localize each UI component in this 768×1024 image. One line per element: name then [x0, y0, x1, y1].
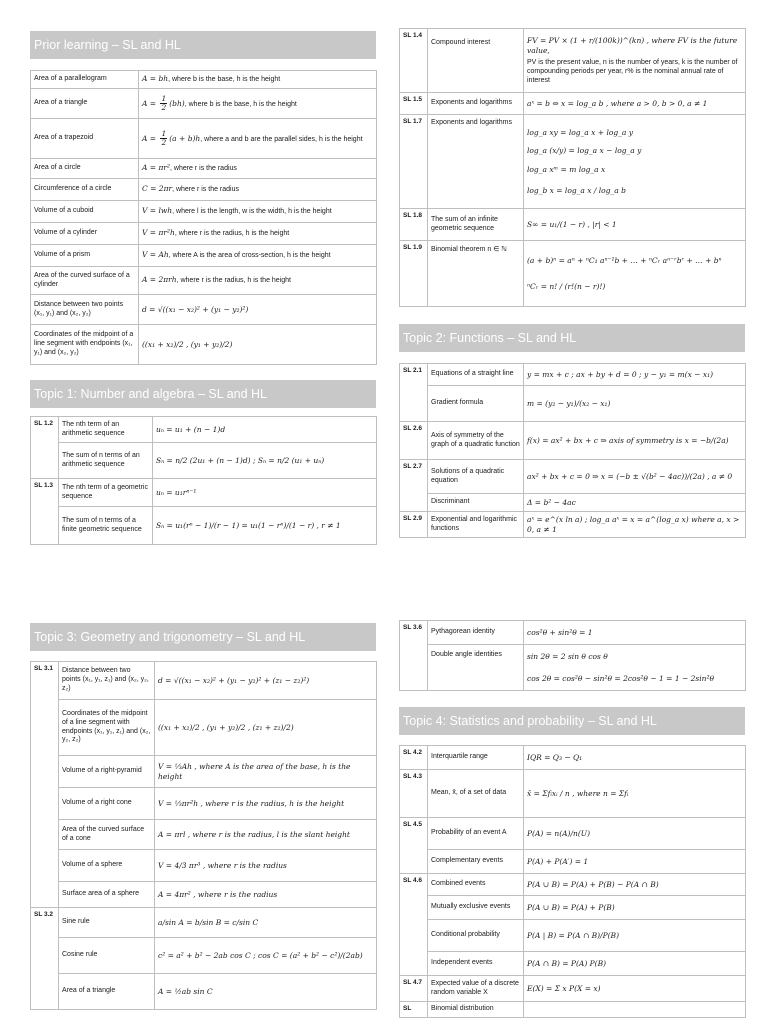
formula-name: Area of a trapezoid — [31, 119, 139, 159]
formula: P(A ∩ B) = P(A) P(B) — [524, 952, 746, 976]
formula: y = mx + c ; ax + by + d = 0 ; y − y₁ = m(x − x₁) — [524, 364, 746, 386]
topic1-table-part2 — [399, 28, 746, 307]
formula-name: Combined events — [428, 874, 524, 896]
syllabus-code: SL 1.4 — [400, 29, 428, 93]
formula-name: Area of a circle — [31, 159, 139, 179]
formula: ((x₁ + x₂)/2 , (y₁ + y₂)/2) — [139, 325, 377, 365]
formula: V = ⅓Ah , where A is the area of the base, h is the height — [155, 756, 377, 788]
formula: A = πrl , where r is the radius, l is the slant height — [155, 820, 377, 850]
syllabus-code: SL 3.2 — [31, 908, 59, 1010]
formula-name: Solutions of a quadratic equation — [428, 460, 524, 494]
topic2-table — [399, 363, 746, 538]
formula — [524, 241, 746, 307]
formula-name: The nth term of a geometric sequence — [59, 479, 153, 507]
formula: V = 4/3 πr³ , where r is the radius — [155, 850, 377, 882]
formula: Sₙ = u₁(rⁿ − 1)/(r − 1) = u₁(1 − rⁿ)/(1 − r) , r ≠ 1 — [153, 507, 377, 545]
formula: V = Ah, where A is the area of cross-section, h is the height — [139, 245, 377, 267]
formula-name: Discriminant — [428, 494, 524, 512]
formula: A = bh, where b is the base, h is the height — [139, 71, 377, 89]
binomial-expansion: (a + b)ⁿ = aⁿ + ⁿC₁ aⁿ⁻¹b + … + ⁿCᵣ aⁿ⁻ʳbʳ + … + bⁿ — [527, 256, 722, 266]
formula-name: Area of the curved surface of a cylinder — [31, 267, 139, 295]
syllabus-code: SL 4.5 — [400, 818, 428, 874]
syllabus-code: SL — [400, 1002, 428, 1018]
formula: ax² + bx + c = 0 ⇒ x = (−b ± √(b² − 4ac))/(2a) , a ≠ 0 — [524, 460, 746, 494]
formula-name: Probability of an event A — [428, 818, 524, 850]
binomial-coefficient: ⁿCᵣ = n! / (r!(n − r)!) — [527, 281, 606, 291]
formula: V = πr²h, where r is the radius, h is the height — [139, 223, 377, 245]
formula-name: Area of the curved surface of a cone — [59, 820, 155, 850]
formula-name: Exponents and logarithms — [428, 115, 524, 209]
formula: S∞ = u₁/(1 − r) , |r| < 1 — [524, 209, 746, 241]
formula-name: The sum of an infinite geometric sequence — [428, 209, 524, 241]
formula-name: Volume of a right-pyramid — [59, 756, 155, 788]
formula-name: Volume of a cuboid — [31, 201, 139, 223]
formula: P(A) = n(A)/n(U) — [524, 818, 746, 850]
syllabus-code: SL 2.9 — [400, 512, 428, 538]
log-identity: log_a xy = log_a x + log_a y — [527, 127, 633, 137]
formula-name: Surface area of a sphere — [59, 882, 155, 908]
formula: d = √((x₁ − x₂)² + (y₁ − y₂)²) — [139, 295, 377, 325]
formula-name: Binomial distribution — [428, 1002, 524, 1018]
syllabus-code: SL 1.5 — [400, 93, 428, 115]
formula: FV = PV × (1 + r/(100k))^(kn) , where FV is the future value, PV is the present value, n is the number of years, k is the number of compounding periods per year, r% is the nominal annual rate of interest — [524, 29, 746, 93]
syllabus-code: SL 4.7 — [400, 976, 428, 1002]
formula-name: Distance between two points (x₁, y₁) and (x₂, y₂) — [31, 295, 139, 325]
formula-name: Axis of symmetry of the graph of a quadratic function — [428, 422, 524, 460]
formula: P(A ∪ B) = P(A) + P(B) − P(A ∩ B) — [524, 874, 746, 896]
formula-name: Complementary events — [428, 850, 524, 874]
topic4-banner: Topic 4: Statistics and probability – SL and HL — [399, 707, 745, 735]
syllabus-code: SL 3.1 — [31, 662, 59, 908]
log-identity: log_a xᵐ = m log_a x — [527, 164, 606, 174]
formula-name: Pythagorean identity — [428, 621, 524, 645]
formula: IQR = Q₃ − Q₁ — [524, 746, 746, 770]
formula-name: Area of a triangle — [59, 974, 155, 1010]
formula: A = 2πrh, where r is the radius, h is the height — [139, 267, 377, 295]
formula: C = 2πr, where r is the radius — [139, 179, 377, 201]
formula-name: Coordinates of the midpoint of a line segment with endpoints (x₁, y₁, z₁) and (x₂, y₂, z₂) — [59, 700, 155, 756]
syllabus-code: SL 1.3 — [31, 479, 59, 545]
formula: f(x) = ax² + bx + c ⇒ axis of symmetry is x = −b/(2a) — [524, 422, 746, 460]
syllabus-code: SL 4.6 — [400, 874, 428, 976]
syllabus-code: SL 1.2 — [31, 417, 59, 479]
double-angle-sin: sin 2θ = 2 sin θ cos θ — [527, 652, 608, 662]
topic2-banner: Topic 2: Functions – SL and HL — [399, 324, 745, 352]
formula: ((x₁ + x₂)/2 , (y₁ + y₂)/2 , (z₁ + z₂)/2) — [155, 700, 377, 756]
formula-name: Binomial theorem n ∈ ℕ — [428, 241, 524, 307]
formula-name: The nth term of an arithmetic sequence — [59, 417, 153, 443]
prior-learning-banner: Prior learning – SL and HL — [30, 31, 376, 59]
topic3-table-part2 — [399, 620, 746, 691]
formula-name: Distance between two points (x₁, y₁, z₁) and (x₂, y₂, z₂) — [59, 662, 155, 700]
formula-name: Exponents and logarithms — [428, 93, 524, 115]
formula-name: Compound interest — [428, 29, 524, 93]
formula-name: Volume of a prism — [31, 245, 139, 267]
syllabus-code: SL 1.8 — [400, 209, 428, 241]
topic3-table-part1 — [30, 661, 377, 1010]
formula: P(A | B) = P(A ∩ B)/P(B) — [524, 920, 746, 952]
formula-name: Cosine rule — [59, 938, 155, 974]
syllabus-code: SL 2.6 — [400, 422, 428, 460]
formula: x̄ = Σfᵢxᵢ / n , where n = Σfᵢ — [524, 770, 746, 818]
formula-name: Volume of a cylinder — [31, 223, 139, 245]
formula-name: Interquartile range — [428, 746, 524, 770]
formula: aˣ = b ⇔ x = log_a b , where a > 0, b > 0, a ≠ 1 — [524, 93, 746, 115]
formula: A = 4πr² , where r is the radius — [155, 882, 377, 908]
formula — [524, 1002, 746, 1018]
formula-name: Independent events — [428, 952, 524, 976]
formula-name: Mutually exclusive events — [428, 896, 524, 920]
topic4-table — [399, 745, 746, 1018]
syllabus-code: SL 2.7 — [400, 460, 428, 512]
formula — [524, 115, 746, 209]
prior-learning-table — [30, 70, 377, 365]
syllabus-code: SL 2.1 — [400, 364, 428, 422]
log-identity: log_b x = log_a x / log_a b — [527, 185, 626, 195]
formula-name: Conditional probability — [428, 920, 524, 952]
formula-name: Double angle identities — [428, 645, 524, 691]
formula: A = $\frac{1}{2}$ (a + b)h, where a and b are the parallel sides, h is the height — [139, 119, 377, 159]
syllabus-code: SL 1.7 — [400, 115, 428, 209]
formula: V = lwh, where l is the length, w is the width, h is the height — [139, 201, 377, 223]
formula-name: Mean, x̄, of a set of data — [428, 770, 524, 818]
syllabus-code: SL 4.2 — [400, 746, 428, 770]
formula: A = ½ab sin C — [155, 974, 377, 1010]
formula: d = √((x₁ − x₂)² + (y₁ − y₂)² + (z₁ − z₂)²) — [155, 662, 377, 700]
formula: E(X) = Σ x P(X = x) — [524, 976, 746, 1002]
topic3-banner: Topic 3: Geometry and trigonometry – SL and HL — [30, 623, 376, 651]
syllabus-code: SL 1.9 — [400, 241, 428, 307]
topic1-banner: Topic 1: Number and algebra – SL and HL — [30, 380, 376, 408]
log-identity: log_a (x/y) = log_a x − log_a y — [527, 146, 642, 156]
formula-name: Coordinates of the midpoint of a line segment with endpoints (x₁, y₁) and (x₂, y₂) — [31, 325, 139, 365]
formula-name: The sum of n terms of a finite geometric sequence — [59, 507, 153, 545]
formula-name: Volume of a sphere — [59, 850, 155, 882]
syllabus-code: SL 3.6 — [400, 621, 428, 691]
formula-name: Circumference of a circle — [31, 179, 139, 201]
formula-name: Equations of a straight line — [428, 364, 524, 386]
formula: c² = a² + b² − 2ab cos C ; cos C = (a² + b² − c²)/(2ab) — [155, 938, 377, 974]
formula: uₙ = u₁ + (n − 1)d — [153, 417, 377, 443]
topic1-table-part1 — [30, 416, 377, 545]
formula-name: Expected value of a discrete random variable X — [428, 976, 524, 1002]
formula-name: Exponential and logarithmic functions — [428, 512, 524, 538]
formula — [524, 645, 746, 691]
formula: A = $\frac{1}{2}$ (bh), where b is the base, h is the height — [139, 89, 377, 119]
formula: m = (y₂ − y₁)/(x₂ − x₁) — [524, 386, 746, 422]
formula: Δ = b² − 4ac — [524, 494, 746, 512]
formula: cos²θ + sin²θ = 1 — [524, 621, 746, 645]
formula: A = πr², where r is the radius — [139, 159, 377, 179]
formula-name: Area of a triangle — [31, 89, 139, 119]
formula: P(A ∪ B) = P(A) + P(B) — [524, 896, 746, 920]
double-angle-cos: cos 2θ = cos²θ − sin²θ = 2cos²θ − 1 = 1 − 2sin²θ — [527, 673, 715, 683]
formula-name: The sum of n terms of an arithmetic sequence — [59, 443, 153, 479]
formula: a/sin A = b/sin B = c/sin C — [155, 908, 377, 938]
formula: uₙ = u₁rⁿ⁻¹ — [153, 479, 377, 507]
formula: V = ⅓πr²h , where r is the radius, h is the height — [155, 788, 377, 820]
formula: P(A) + P(A′) = 1 — [524, 850, 746, 874]
formula-name: Gradient formula — [428, 386, 524, 422]
formula-name: Sine rule — [59, 908, 155, 938]
formula: aˣ = e^(x ln a) ; log_a aˣ = x = a^(log_a x) where a, x > 0, a ≠ 1 — [524, 512, 746, 538]
formula-name: Volume of a right cone — [59, 788, 155, 820]
formula: Sₙ = n/2 (2u₁ + (n − 1)d) ; Sₙ = n/2 (u₁ + uₙ) — [153, 443, 377, 479]
formula-name: Area of a parallelogram — [31, 71, 139, 89]
syllabus-code: SL 4.3 — [400, 770, 428, 818]
